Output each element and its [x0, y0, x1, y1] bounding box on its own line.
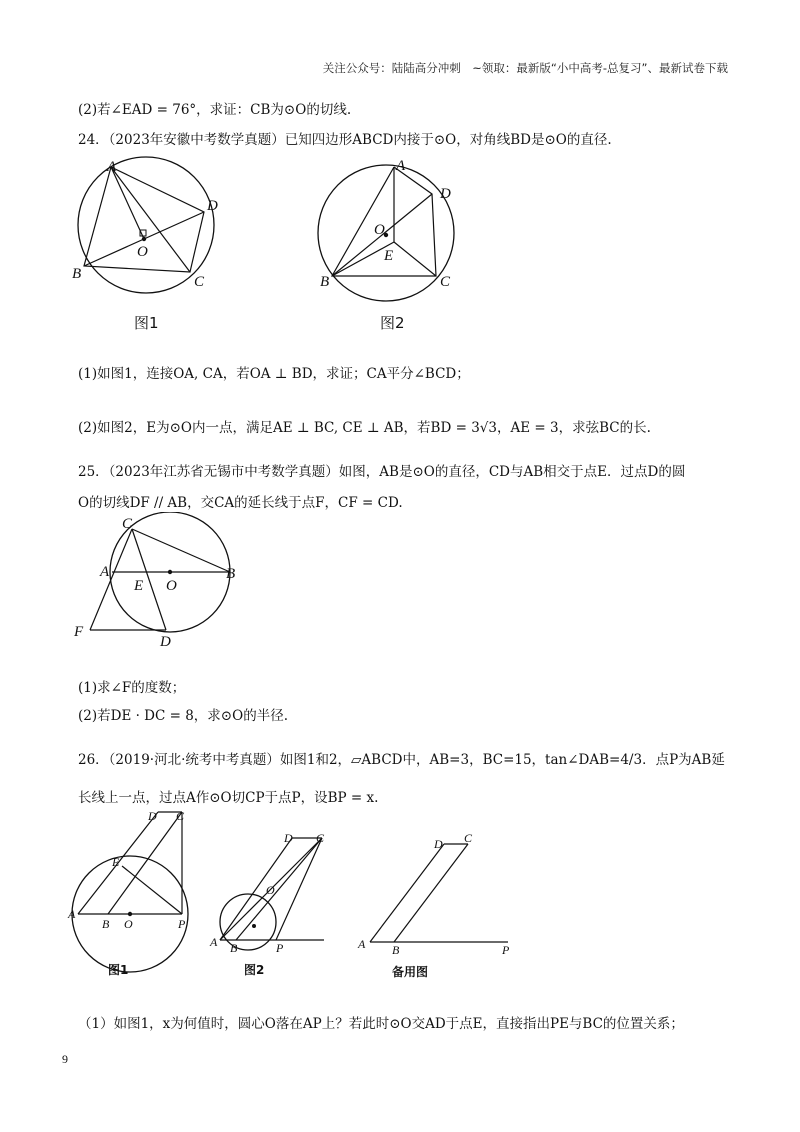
q24f1-label-b: B	[72, 266, 82, 282]
q26f1-label-p: P	[178, 917, 186, 931]
q26f1-label-b: B	[102, 917, 110, 931]
q25-part2: (2)若DE · DC = 8，求⊙O的半径.	[78, 708, 288, 724]
q26f1-label-a: A	[68, 907, 76, 921]
q24f2-label-o: O	[374, 222, 385, 238]
q26f2-label-c: C	[316, 831, 325, 845]
q24-part2: (2)如图2，E为⊙O内一点，满足AE ⊥ BC, CE ⊥ AB，若BD = 3√3，AE = 3，求弦BC的长.	[78, 420, 651, 436]
q26s-label-a: A	[358, 937, 366, 951]
q25-label-d: D	[160, 634, 171, 650]
q26s-caption: 备用图	[392, 965, 429, 979]
q24f1-label-a: A	[107, 159, 117, 175]
q26f1-label-d: D	[148, 809, 157, 823]
q25-label-a: A	[100, 564, 110, 580]
q24f2-label-e: E	[384, 248, 394, 264]
q26s-label-p: P	[502, 943, 510, 957]
q26s-label-b: B	[392, 943, 400, 957]
q26-part1: （1）如图1，x为何值时，圆心O落在AP上？若此时⊙O交AD于点E，直接指出PE与BC的位置关系；	[78, 1016, 684, 1032]
q24f2-label-b: B	[320, 274, 330, 290]
q23-part2: (2)若∠EAD = 76°，求证：CB为⊙O的切线.	[78, 102, 352, 118]
q25-label-o: O	[166, 578, 177, 594]
q24f2-label-a: A	[396, 158, 406, 174]
q24-part1: (1)如图1，连接OA, CA，若OA ⊥ BD，求证；CA平分∠BCD；	[78, 366, 470, 382]
q24-figure-2	[306, 150, 486, 340]
page-number: 9	[62, 1052, 68, 1066]
q24f2-label-d: D	[440, 186, 451, 202]
q26-spare-figure	[352, 826, 522, 986]
q26f2-caption: 图2	[244, 963, 265, 977]
q24f1-caption: 图1	[134, 314, 159, 332]
q26-figure-2	[206, 826, 336, 986]
q26f1-label-c: C	[176, 809, 185, 823]
q25-label-b: B	[226, 566, 236, 582]
q24-figure-1	[60, 150, 240, 340]
q26f2-label-p: P	[276, 941, 284, 955]
q26s-label-c: C	[464, 831, 473, 845]
q26s-label-d: D	[434, 837, 443, 851]
q24f2-caption: 图2	[380, 314, 405, 332]
q25-label-f: F	[74, 624, 84, 640]
q26f1-caption: 图1	[108, 963, 129, 977]
q24f1-label-d: D	[207, 198, 218, 214]
q25-part1: (1)求∠F的度数；	[78, 680, 186, 696]
q26f1-label-o: O	[124, 917, 133, 931]
q24f2-label-c: C	[440, 274, 451, 290]
q25-stem-1: 25．（2023年江苏省无锡市中考数学真题）如图，AB是⊙O的直径，CD与AB相交于点E．过点D的圆	[78, 464, 686, 480]
q26f2-label-o: O	[266, 883, 275, 897]
q26-figure-1	[64, 804, 204, 984]
page-header: 关注公众号：陆陆高分冲刺 ~领取：最新版“小中高考-总复习”、最新试卷下载	[322, 61, 728, 75]
q25-label-c: C	[122, 516, 133, 532]
q24f1-label-c: C	[194, 274, 205, 290]
q26-stem-1: 26．（2019·河北·统考中考真题）如图1和2，▱ABCD中，AB=3，BC=15，tan∠DAB=4/3．点P为AB延	[78, 752, 725, 768]
q25-figure	[60, 512, 260, 652]
q25-label-e: E	[134, 578, 144, 594]
q25-stem-2: O的切线DF // AB，交CA的延长线于点F，CF = CD.	[78, 495, 403, 511]
q26f2-label-d: D	[284, 831, 293, 845]
q24f1-label-o: O	[137, 244, 148, 260]
q26f1-label-e: E	[112, 855, 120, 869]
q24-stem: 24．（2023年安徽中考数学真题）已知四边形ABCD内接于⊙O，对角线BD是⊙O的直径.	[78, 132, 612, 148]
q26f2-label-a: A	[210, 935, 218, 949]
q26-stem-2: 长线上一点，过点A作⊙O切CP于点P，设BP = x.	[78, 790, 379, 806]
q26f2-label-b: B	[230, 941, 238, 955]
